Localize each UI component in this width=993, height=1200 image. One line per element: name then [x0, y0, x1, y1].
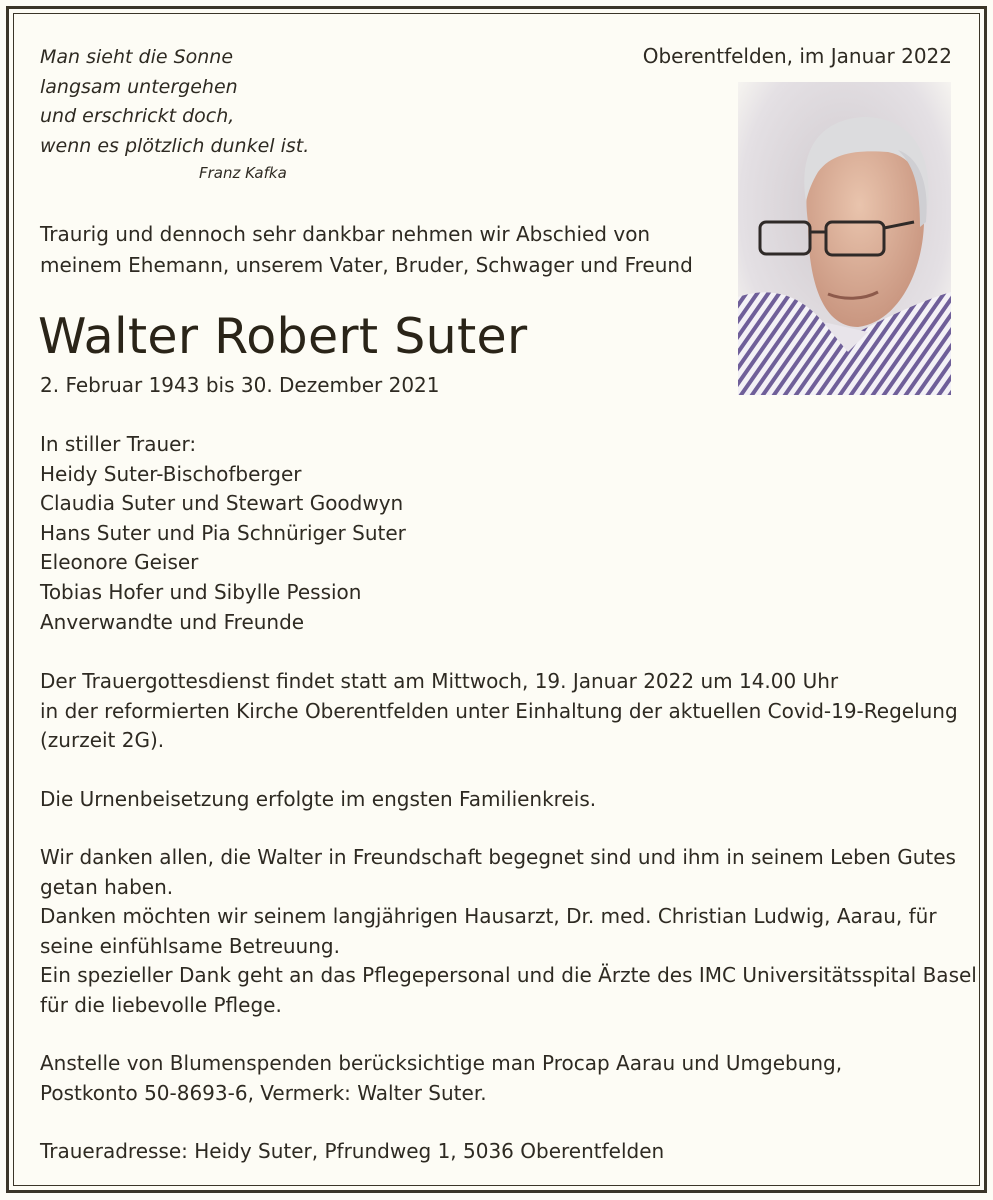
thanks-text — [40, 843, 977, 1021]
mourner-line: Hans Suter und Pia Schnüriger Suter — [40, 520, 406, 545]
poem — [40, 43, 309, 161]
mourner-line: Heidy Suter-Bischofberger — [40, 461, 302, 486]
mourner-line: Claudia Suter und Stewart Goodwyn — [40, 491, 404, 516]
mourner-line: In stiller Trauer: — [40, 432, 197, 456]
thanks-line: Wir danken allen, die Walter in Freundschaft begegnet sind und ihm in seinem Leben Gutes — [40, 845, 956, 869]
mourners-list — [40, 430, 406, 637]
donation-line: Postkonto 50-8693-6, Vermerk: Walter Suter. — [40, 1080, 487, 1105]
donation-info — [40, 1049, 842, 1108]
service-info — [40, 667, 958, 756]
thanks-line: seine einfühlsame Betreuung. — [40, 933, 340, 958]
portrait-photo — [738, 82, 951, 395]
intro-text — [40, 219, 693, 281]
place-date: Oberentfelden, im Januar 2022 — [642, 44, 952, 68]
thanks-line: Ein spezieller Dank geht an das Pflegepersonal und die Ärzte des IMC Universitätsspital Basel — [40, 963, 977, 988]
service-line: in der reformierten Kirche Oberentfelden unter Einhaltung der aktuellen Covid-19-Regelung — [40, 698, 958, 723]
thanks-line: für die liebevolle Pflege. — [40, 992, 282, 1017]
poem-line: und erschrickt doch, — [40, 105, 235, 127]
intro-line: Traurig und dennoch sehr dankbar nehmen wir Abschied von — [40, 222, 651, 246]
deceased-name: Walter Robert Suter — [38, 308, 528, 365]
poem-line: langsam untergehen — [40, 75, 238, 98]
thanks-line: getan haben. — [40, 874, 174, 899]
thanks-line: Danken möchten wir seinem langjährigen Hausarzt, Dr. med. Christian Ludwig, Aarau, für — [40, 904, 937, 929]
mourner-line: Tobias Hofer und Sibylle Pession — [40, 579, 362, 604]
mourning-address: Traueradresse: Heidy Suter, Pfrundweg 1, 5036 Oberentfelden — [40, 1139, 665, 1163]
mourner-line: Eleonore Geiser — [40, 550, 199, 575]
life-dates: 2. Februar 1943 bis 30. Dezember 2021 — [40, 373, 440, 397]
poem-line: wenn es plötzlich dunkel ist. — [40, 134, 310, 157]
service-line: Der Trauergottesdienst findet statt am Mittwoch, 19. Januar 2022 um 14.00 Uhr — [40, 669, 839, 693]
mourner-line: Anverwandte und Freunde — [40, 609, 305, 634]
intro-line: meinem Ehemann, unserem Vater, Bruder, Schwager und Freund — [40, 253, 693, 277]
service-line: (zurzeit 2G). — [40, 728, 165, 753]
donation-line: Anstelle von Blumenspenden berücksichtige man Procap Aarau und Umgebung, — [40, 1051, 843, 1075]
burial-info: Die Urnenbeisetzung erfolgte im engsten Familienkreis. — [40, 787, 597, 811]
poem-author: Franz Kafka — [199, 164, 287, 182]
poem-line: Man sieht die Sonne — [40, 46, 234, 68]
